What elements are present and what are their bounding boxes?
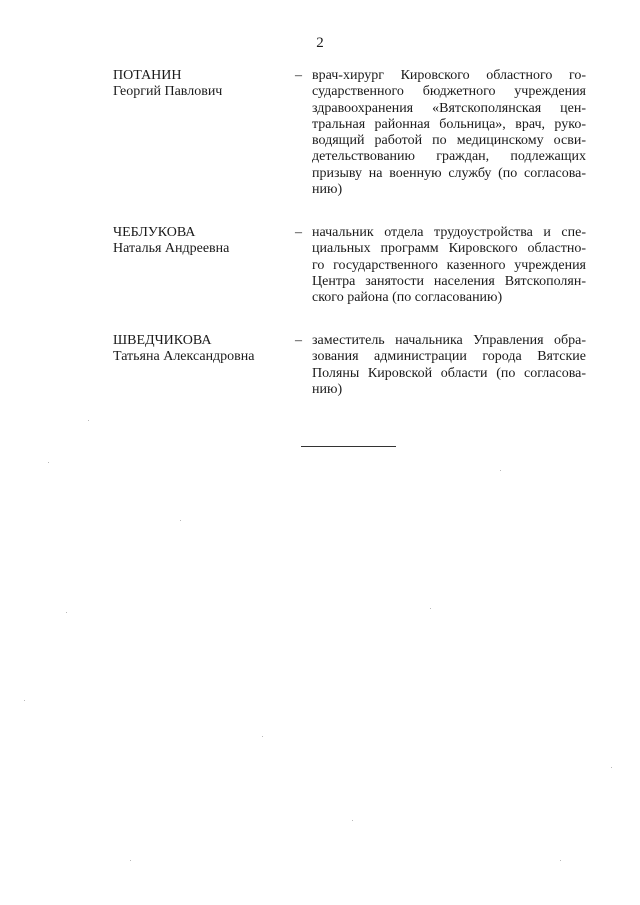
role-line: Центра занятости населения Вятскополян- xyxy=(312,273,586,289)
member-given-names: Георгий Павлович xyxy=(113,84,223,99)
scan-speck xyxy=(180,520,181,521)
role-line: го государственного казенного учреждения xyxy=(312,257,586,273)
scan-speck xyxy=(262,736,263,737)
role-line: сударственного бюджетного учреждения xyxy=(312,84,586,100)
scan-speck xyxy=(48,462,49,463)
member-given-names: Татьяна Александровна xyxy=(113,349,255,364)
member-name xyxy=(113,68,283,100)
scan-speck xyxy=(66,612,67,613)
role-line: врач-хирург Кировского областного го- xyxy=(312,68,586,83)
role-line: начальник отдела трудоустройства и спе- xyxy=(312,225,586,240)
member-surname: ЧЕБЛУКОВА xyxy=(113,225,196,240)
scan-speck xyxy=(24,700,25,701)
page-number: 2 xyxy=(316,35,324,51)
role-line: Поляны Кировской области (по согласова- xyxy=(312,365,586,381)
member-name xyxy=(113,225,283,257)
member-given-names: Наталья Андреевна xyxy=(113,241,230,256)
role-line: призыву на военную службу (по согласова- xyxy=(312,165,586,181)
member-name xyxy=(113,333,283,365)
member-dash: – xyxy=(295,333,302,348)
scan-speck xyxy=(352,820,353,821)
scan-speck xyxy=(560,860,561,861)
member-surname: ШВЕДЧИКОВА xyxy=(113,333,212,348)
member-role xyxy=(312,333,586,398)
role-line: водящий работой по медицинскому осви- xyxy=(312,133,586,148)
role-line: зования администрации города Вятские xyxy=(312,349,586,365)
closing-rule xyxy=(301,446,396,447)
scan-speck xyxy=(130,860,131,861)
role-line: циальных программ Кировского областно- xyxy=(312,241,586,257)
role-line: заместитель начальника Управления обра- xyxy=(312,333,586,348)
member-dash: – xyxy=(295,68,302,83)
member-role xyxy=(312,225,586,306)
role-line: нию) xyxy=(312,381,343,397)
role-line: ского района (по согласованию) xyxy=(312,290,503,305)
role-line: здравоохранения «Вятскополянская цен- xyxy=(312,100,586,116)
role-line: тральная районная больница», врач, руко- xyxy=(312,116,586,132)
scan-speck xyxy=(88,420,89,421)
role-line: нию) xyxy=(312,181,343,197)
member-role xyxy=(312,68,586,198)
scan-speck xyxy=(611,767,612,768)
member-surname: ПОТАНИН xyxy=(113,68,182,83)
member-dash: – xyxy=(295,225,302,240)
scan-speck xyxy=(430,608,431,609)
role-line: детельствованию граждан, подлежащих xyxy=(312,149,586,165)
scan-speck xyxy=(500,470,501,471)
